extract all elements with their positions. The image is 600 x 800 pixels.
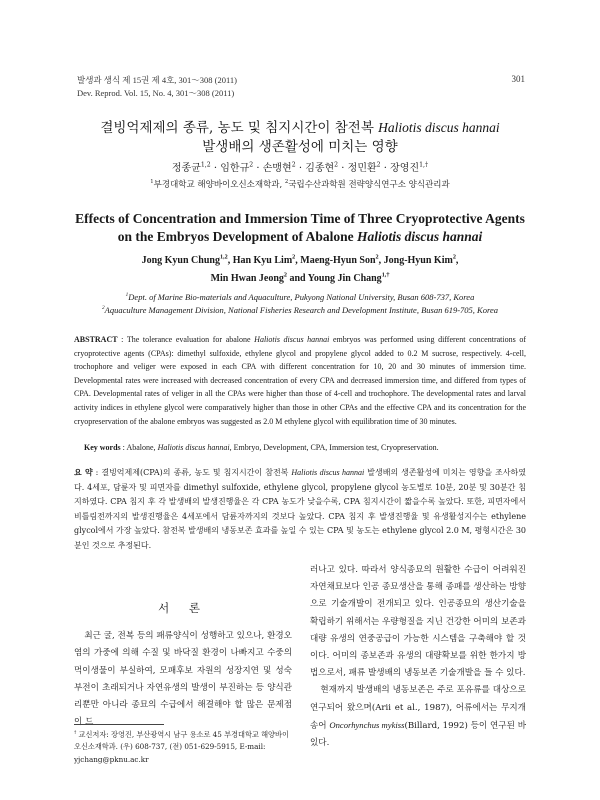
korean-authors: 정종균$^{1,2}$ · 임한규$^2$ · 손맹현$^2$ · 김종현$^2$ · 정민환$^2$ · 장영진$^{1,\dagger}$ — [171, 161, 429, 174]
english-affiliation-sup: 1 — [125, 292, 129, 299]
abstract-label: ABSTRACT — [74, 335, 118, 344]
english-author-sep: , — [455, 255, 459, 266]
journal-citation — [77, 74, 237, 100]
footnote-marker: † — [74, 730, 77, 736]
english-author-sup: 2 — [452, 253, 456, 261]
english-authors-line2 — [60, 270, 540, 288]
english-author-sup: 2 — [292, 253, 296, 261]
korean-abstract — [74, 465, 526, 553]
english-author: Jong-Hyun Kim — [383, 255, 453, 266]
right-column-paragraph-2 — [310, 682, 526, 752]
korean-abstract-species: Haliotis discus hannai — [291, 468, 365, 477]
korean-author-sup: 2 — [291, 161, 296, 169]
right-para2-post: (Billard, 1992) 등이 연구된 바 있다. — [310, 720, 526, 749]
english-author: Young Jin Chang — [307, 273, 382, 284]
korean-author: 임한규 — [220, 163, 250, 174]
english-affiliation-sup: 2 — [102, 304, 105, 311]
right-column — [310, 562, 526, 752]
affil-text-1: 부경대학교 해양바이오신소재학과, — [153, 180, 285, 190]
english-author-sup: 1,† — [381, 271, 390, 279]
english-title-line1: Effects of Concentration and Immersion Time of Three Cryoprotective Agents — [75, 211, 525, 226]
footnote-divider — [74, 724, 164, 725]
english-authors-line1 — [60, 252, 540, 270]
korean-author-sup: 2 — [376, 161, 381, 169]
english-author-sep: and — [287, 273, 308, 284]
english-author: Han Kyu Lim — [232, 255, 293, 266]
korean-abstract-label: 요 약 — [74, 467, 93, 477]
right-para2-species: Oncorhynchus mykiss — [329, 719, 405, 730]
introduction-paragraph: 최근 굴, 전복 등의 패류양식이 성행하고 있으나, 환경오염의 가중에 의해 수질 및 바닥질 환경이 나빠지고 수중의 먹이생물이 부실하여, 모패후보 자원의 성장지연 및 성숙부전이 초래되거나 자연유생의 발생이 부진하는 등 양식관리뿐만 아니라 종묘의 수급에서 해결해야 할 많은 문제점이 드 — [74, 631, 292, 728]
english-affiliations — [60, 291, 540, 316]
keywords-text-post: , Embryo, Development, CPA, Immersion test, Cryopreservation. — [229, 443, 439, 452]
english-author-sep: , — [378, 255, 384, 266]
english-author-sep: , — [227, 255, 233, 266]
english-title-species: Haliotis discus hannai — [356, 229, 483, 244]
korean-affiliation — [60, 178, 540, 190]
english-author-sep: , — [295, 255, 301, 266]
korean-abstract-text-post: 발생배의 생존활성에 미치는 영향을 조사하였다. 4세포, 담륜자 및 피면자를 dimethyl sulfoxide, ethylene glycol, propylene glycol 농도별로 10분, 20분 및 30분간 침지하였다. CPA 침지 후 각 발생배의 발생진행율은 각 CPA 농도가 낮을수록, CPA 침지시간이 짧을수록 높았다. 또한, 피면자에서 비틀림전까지의 발생진행율은 4세포에서 담륜자까지의 것보다 높았다. CPA 침지 후 발생진행율 및 유생활성지수는 ethylene glycol에서 가장 높았다. 참전복 발생배의 냉동보존 효과를 높일 수 있는 CPA 및 농도는 ethylene glycol 2.0 M, 평형시간은 30분인 것으로 추정된다. — [74, 468, 527, 550]
keywords-species: Haliotis discus hannai — [157, 443, 230, 452]
abstract-text-pre: : The tolerance evaluation for abalone — [117, 335, 255, 344]
korean-title-line2: 발생배의 생존활성에 미치는 영향 — [202, 139, 398, 155]
keywords-label: Key words — [84, 443, 121, 452]
korean-author: 손맹현 — [262, 163, 292, 174]
korean-author-sup: 2 — [334, 161, 339, 169]
korean-author-sup: 1,2 — [200, 161, 211, 169]
korean-title-species: Haliotis discus hannai — [378, 120, 500, 135]
keywords — [84, 442, 526, 454]
korean-author-sup: 1,† — [419, 161, 429, 169]
introduction-heading: 서 론 — [158, 601, 208, 615]
english-author-sup: 2 — [375, 253, 379, 261]
affil-sup-1: 1 — [150, 179, 154, 186]
corresponding-author-footnote — [74, 729, 292, 766]
english-authors — [60, 252, 540, 288]
abstract-text-post: embryos was performed using different concentrations of cryoprotective agents (CPAs): dimethyl sulfoxide, ethylene glycol and propylene glycol added to 0.2 M sucrose, respectively. 4-cell, trochophore and veliger were exposed in each CPA with different concentration for 10, 20 and 30 minutes of immersion time. Developmental rates were increased with decreased concentration of every CPA and decreased immersion time, and differed from types of CPA. Developmental rates of veliger in all the CPAs were higher than those of 4-cell and trochophore. The developmental rates and larval activity indices in ethylene glycol were comparatively higher than those in other CPAs and the effective CPA and its concentration for the cryopreservation of the abalone embryos was suggested as 2.0 M ethylene glycol with equilibration time of 30 minutes. — [74, 335, 526, 426]
journal-citation-ko: 발생과 생식 제 15권 제 4호, 301～308 (2011) — [77, 75, 237, 85]
english-affiliation — [60, 291, 540, 304]
footnote-text: 교신저자: 장영진, 부산광역시 남구 용소로 45 부경대학교 해양바이오신소재학과. (우) 608-737, (전) 051-629-5915, E-mail: yjchang@pknu.ac.kr — [74, 730, 289, 764]
english-affiliation — [60, 304, 540, 317]
english-title-line2: on the Embryos Development of Abalone — [117, 229, 357, 244]
english-title — [50, 210, 550, 246]
affil-text-2: 국립수산과학원 전략양식연구소 양식관리과 — [288, 180, 450, 190]
english-affiliation-text: Dept. of Marine Bio-materials and Aquaculture, Pukyong National University, Busan 608-737, Korea — [128, 292, 475, 302]
korean-title-line1: 결빙억제제의 종류, 농도 및 침지시간이 참전복 — [100, 120, 379, 136]
korean-author: 김종현 — [305, 163, 335, 174]
journal-citation-en: Dev. Reprod. Vol. 15, No. 4, 301～308 (2011) — [77, 88, 235, 98]
korean-title — [60, 118, 540, 157]
affil-sup-2: 2 — [284, 179, 289, 186]
korean-author: 정민환 — [347, 163, 377, 174]
abstract — [74, 333, 526, 428]
korean-author-sup: 2 — [249, 161, 254, 169]
right-column-paragraph-1: 러나고 있다. 따라서 양식종묘의 원활한 수급이 어려워진 자연채묘보다 인공 종묘생산을 통해 종패를 생산하는 방향으로 기술개발이 전개되고 있다. 인공종묘의 생산기술을 확립하기 위해서는 우량형질을 지닌 건강한 어미의 보존과 대량 유생의 연중공급이 가능한 시스템을 구축해야 할 것이다. 어미의 종보존과 유생의 대량확보를 위한 한가지 방법으로서, 패류 발생배의 냉동보존 기술개발을 들 수 있다. — [310, 565, 526, 679]
korean-abstract-text-pre: : 결빙억제제(CPA)의 종류, 농도 및 침지시간이 참전복 — [92, 468, 292, 477]
abstract-species: Haliotis discus hannai — [254, 335, 330, 344]
page-number: 301 — [511, 74, 525, 84]
right-para2-pre: 현재까지 발생배의 냉동보존은 주로 포유류를 대상으로 연구되어 왔으며(Arii et al., 1987), 어류에서는 무지개송어 — [310, 685, 526, 731]
keywords-text-pre: : Abalone, — [120, 443, 158, 452]
english-author-sup: 1,2 — [219, 253, 228, 261]
korean-author: 정종균 — [171, 163, 201, 174]
english-author: Jong Kyun Chung — [141, 255, 220, 266]
english-author: Maeng-Hyun Son — [300, 255, 376, 266]
korean-author: 장영진 — [390, 163, 420, 174]
english-affiliation-text: Aquaculture Management Division, National Fisheries Research and Development Institute, Busan 619-705, Korea — [104, 304, 498, 315]
english-author: Min Hwan Jeong — [210, 273, 284, 284]
english-author-sup: 2 — [283, 271, 287, 279]
